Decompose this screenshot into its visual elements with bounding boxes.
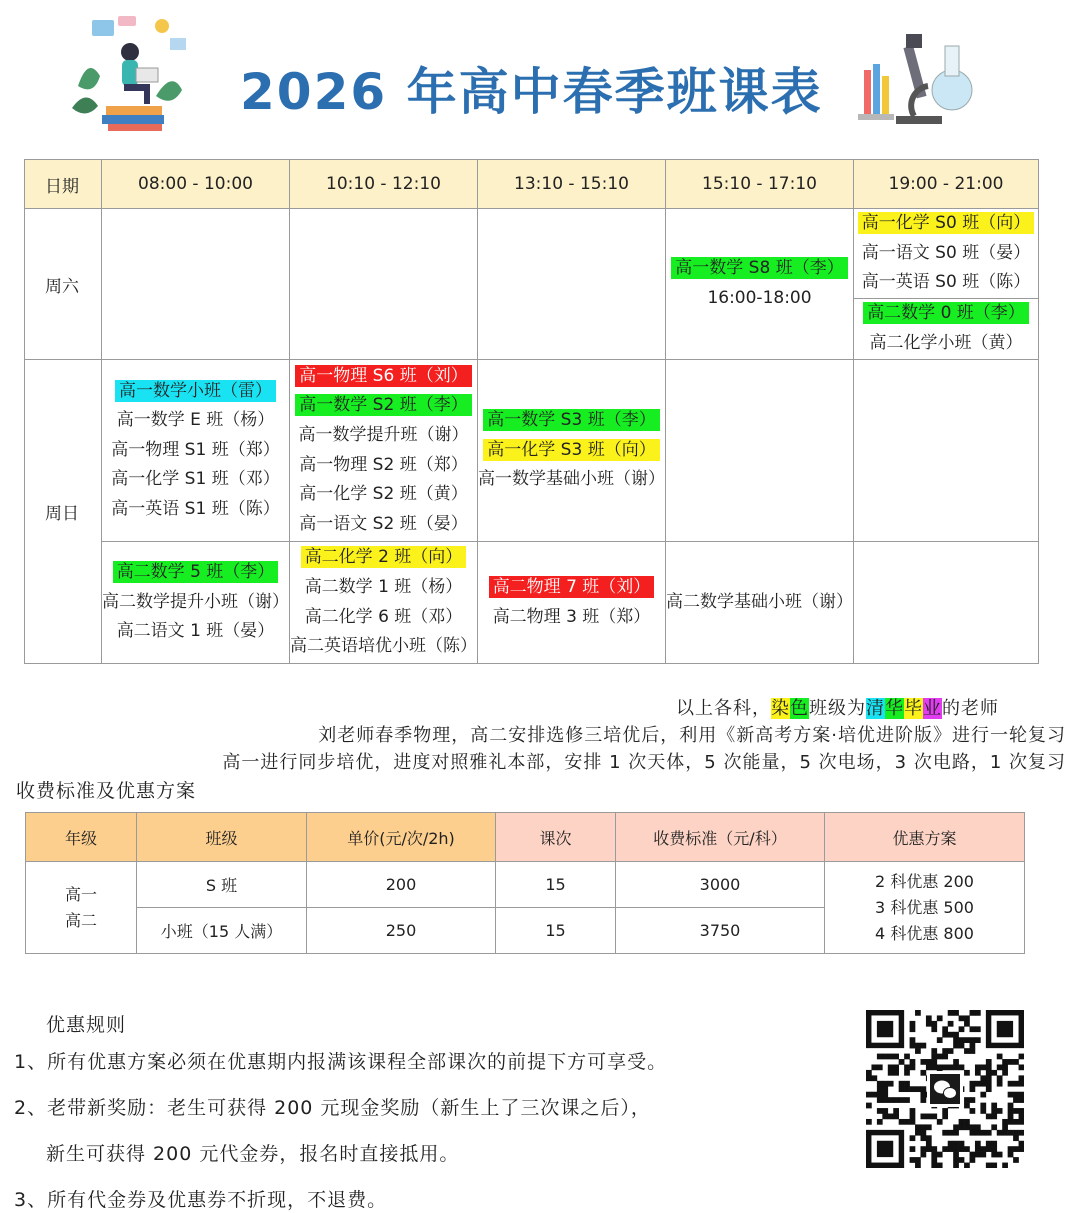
class-entry-text: 高二英语培优小班（陈） [290, 636, 477, 657]
fee-class: S 班 [137, 862, 307, 908]
class-entry-text: 高一物理 S6 班（刘） [295, 365, 471, 387]
wechat-qr-code [866, 1010, 1024, 1168]
class-entry [117, 406, 275, 436]
rule-3: 3、所有代金券及优惠券不折现，不退费。 [14, 1189, 388, 1211]
class-entry [295, 391, 471, 421]
class-entry [858, 209, 1034, 239]
class-entry [111, 465, 279, 495]
class-entry-text: 高二语文 1 班（晏） [116, 621, 275, 642]
class-entry-text: 高一数学 S8 班（李） [671, 257, 847, 279]
fee-section-title: 收费标准及优惠方案 [16, 780, 197, 802]
header-slot-4: 15:10 - 17:10 [666, 160, 854, 209]
class-entry [478, 465, 665, 495]
empty-cell [854, 360, 1039, 542]
empty-cell [854, 542, 1039, 664]
header-slot-3: 13:10 - 15:10 [478, 160, 666, 209]
fee-row [26, 862, 1025, 908]
class-entry [295, 362, 471, 392]
fee-discount-cell [825, 862, 1025, 954]
fee-table [25, 812, 1025, 954]
grade-label: 高二 [64, 910, 97, 930]
class-entry-text: 高一数学提升班（谢） [298, 424, 469, 445]
header-slot-5: 19:00 - 21:00 [854, 160, 1039, 209]
note-color-word: 业 [923, 698, 942, 719]
class-entry [301, 543, 467, 573]
cell-sat-slot5b [854, 299, 1039, 360]
class-entry [671, 254, 847, 284]
class-entry-text: 16:00-18:00 [707, 288, 812, 308]
header-slot-1: 08:00 - 10:00 [102, 160, 290, 209]
sunday-row-g1 [25, 360, 1039, 542]
class-entry-text: 高二数学提升小班（谢） [102, 591, 289, 612]
fee-header-grade: 年级 [26, 813, 137, 862]
class-entry [299, 480, 467, 510]
fee-header-discount: 优惠方案 [825, 813, 1025, 862]
note-color-word: 色 [790, 698, 809, 719]
class-entry [290, 632, 477, 662]
class-entry [115, 377, 276, 407]
class-entry [111, 495, 279, 525]
class-entry [489, 573, 655, 603]
class-entry-text: 高一化学 S0 班（向） [858, 212, 1034, 234]
class-entry-text: 高二数学 0 班（李） [863, 302, 1029, 324]
class-entry-text: 高二化学 2 班（向） [301, 546, 467, 568]
note-color-word: 毕 [904, 698, 923, 719]
fee-class: 小班（15 人满） [137, 908, 307, 954]
cell-sat-slot4 [666, 209, 854, 360]
class-entry-text: 高一物理 S1 班（郑） [111, 439, 280, 460]
class-entry-text: 高一化学 S1 班（邓） [111, 469, 280, 490]
class-entry [863, 299, 1029, 329]
class-entry-text: 高一语文 S0 班（晏） [861, 242, 1031, 263]
class-entry [707, 284, 811, 314]
class-entry [117, 617, 275, 647]
schedule-header-row [25, 160, 1039, 209]
note-line-1 [676, 694, 999, 720]
note-line-2: 刘老师春季物理，高二安排选修三培优后，利用《新高考方案·培优进阶版》进行一轮复习 [318, 725, 1066, 746]
class-entry [493, 603, 651, 633]
class-entry [483, 436, 659, 466]
cell-sun-g1-slot1 [102, 360, 290, 542]
fee-header-row [26, 813, 1025, 862]
fee-header-price: 单价(元/次/2h) [307, 813, 496, 862]
class-entry-text: 高一数学 S3 班（李） [483, 409, 659, 431]
fee-total: 3000 [616, 862, 825, 908]
note-color-word: 染 [771, 698, 790, 719]
class-entry-text: 高二物理 3 班（郑） [492, 606, 651, 627]
note-prefix: 以上各科， [676, 698, 771, 719]
saturday-row-a [25, 209, 1039, 299]
class-entry-text: 高一化学 S2 班（黄） [299, 484, 468, 505]
fee-price: 250 [307, 908, 496, 954]
class-entry-text: 高一数学 S2 班（李） [295, 394, 471, 416]
class-entry [111, 436, 279, 466]
class-entry-text: 高一英语 S1 班（陈） [111, 498, 280, 519]
class-entry [299, 451, 467, 481]
class-entry-text: 高一英语 S0 班（陈） [861, 272, 1031, 293]
class-entry [113, 558, 279, 588]
student-illustration [70, 14, 200, 132]
class-entry-text: 高一物理 S2 班（郑） [299, 454, 468, 475]
fee-header-sessions: 课次 [496, 813, 616, 862]
day-saturday: 周六 [25, 209, 102, 360]
rule-2: 2、老带新奖励：老生可获得 200 元现金奖励（新生上了三次课之后）， [14, 1097, 651, 1119]
fee-header-total: 收费标准（元/科） [616, 813, 825, 862]
class-entry-text: 高一数学 E 班（杨） [116, 410, 275, 431]
fee-sessions: 15 [496, 862, 616, 908]
class-entry [666, 588, 853, 618]
note-color-word: 华 [885, 698, 904, 719]
class-entry-text: 高一数学小班（雷） [115, 380, 276, 402]
class-entry [862, 268, 1030, 298]
cell-sun-g1-slot3 [478, 360, 666, 542]
cell-sun-g2-slot1 [102, 542, 290, 664]
class-entry-text: 高二数学 1 班（杨） [304, 576, 463, 597]
class-entry-text: 高二物理 7 班（刘） [489, 576, 655, 598]
class-entry [299, 421, 469, 451]
class-entry-text: 高一数学基础小班（谢） [478, 469, 665, 490]
cell-sun-g2-slot3 [478, 542, 666, 664]
empty-cell [478, 209, 666, 360]
discount-item: 3 科优惠 500 [875, 897, 974, 917]
rule-2-cont: 新生可获得 200 元代金券，报名时直接抵用。 [46, 1143, 460, 1165]
empty-cell [102, 209, 290, 360]
class-entry [483, 406, 659, 436]
cell-sun-g2-slot4 [666, 542, 854, 664]
cell-sun-g1-slot2 [290, 360, 478, 542]
note-suffix: 的老师 [942, 698, 999, 719]
class-entry [305, 603, 463, 633]
class-entry [870, 329, 1023, 359]
day-sunday: 周日 [25, 360, 102, 664]
rules-title: 优惠规则 [46, 1014, 127, 1036]
discount-item: 2 科优惠 200 [875, 871, 974, 891]
class-entry [862, 239, 1030, 269]
class-entry-text: 高一语文 S2 班（晏） [299, 513, 468, 534]
class-entry [102, 588, 289, 618]
page-title: 2026 年高中春季班课表 [240, 63, 823, 121]
lab-illustration [852, 28, 982, 128]
rule-1: 1、所有优惠方案必须在优惠期内报满该课程全部课次的前提下方可享受。 [14, 1051, 668, 1073]
note-line-3: 高一进行同步培优，进度对照雅礼本部，安排 1 次天体，5 次能量，5 次电场，3 次电路，1 次复习 [222, 752, 1066, 773]
note-text: 班级为 [809, 698, 866, 719]
schedule-table [24, 159, 1039, 664]
fee-grade-cell [26, 862, 137, 954]
empty-cell [666, 360, 854, 542]
cell-sun-g2-slot2 [290, 542, 478, 664]
grade-label: 高一 [64, 884, 97, 904]
class-entry-text: 高二化学小班（黄） [869, 333, 1023, 353]
sunday-row-g2 [25, 542, 1039, 664]
class-entry [305, 573, 463, 603]
class-entry-text: 高二数学基础小班（谢） [666, 591, 853, 612]
fee-total: 3750 [616, 908, 825, 954]
class-entry [299, 510, 467, 540]
discount-item: 4 科优惠 800 [875, 923, 974, 943]
header-slot-2: 10:10 - 12:10 [290, 160, 478, 209]
fee-sessions: 15 [496, 908, 616, 954]
class-entry-text: 高二化学 6 班（邓） [304, 606, 463, 627]
class-entry-text: 高二数学 5 班（李） [113, 561, 279, 583]
cell-sat-slot5a [854, 209, 1039, 299]
note-color-word: 清 [866, 698, 885, 719]
fee-header-class: 班级 [137, 813, 307, 862]
empty-cell [290, 209, 478, 360]
header-date: 日期 [25, 160, 102, 209]
fee-price: 200 [307, 862, 496, 908]
class-entry-text: 高一化学 S3 班（向） [483, 439, 659, 461]
